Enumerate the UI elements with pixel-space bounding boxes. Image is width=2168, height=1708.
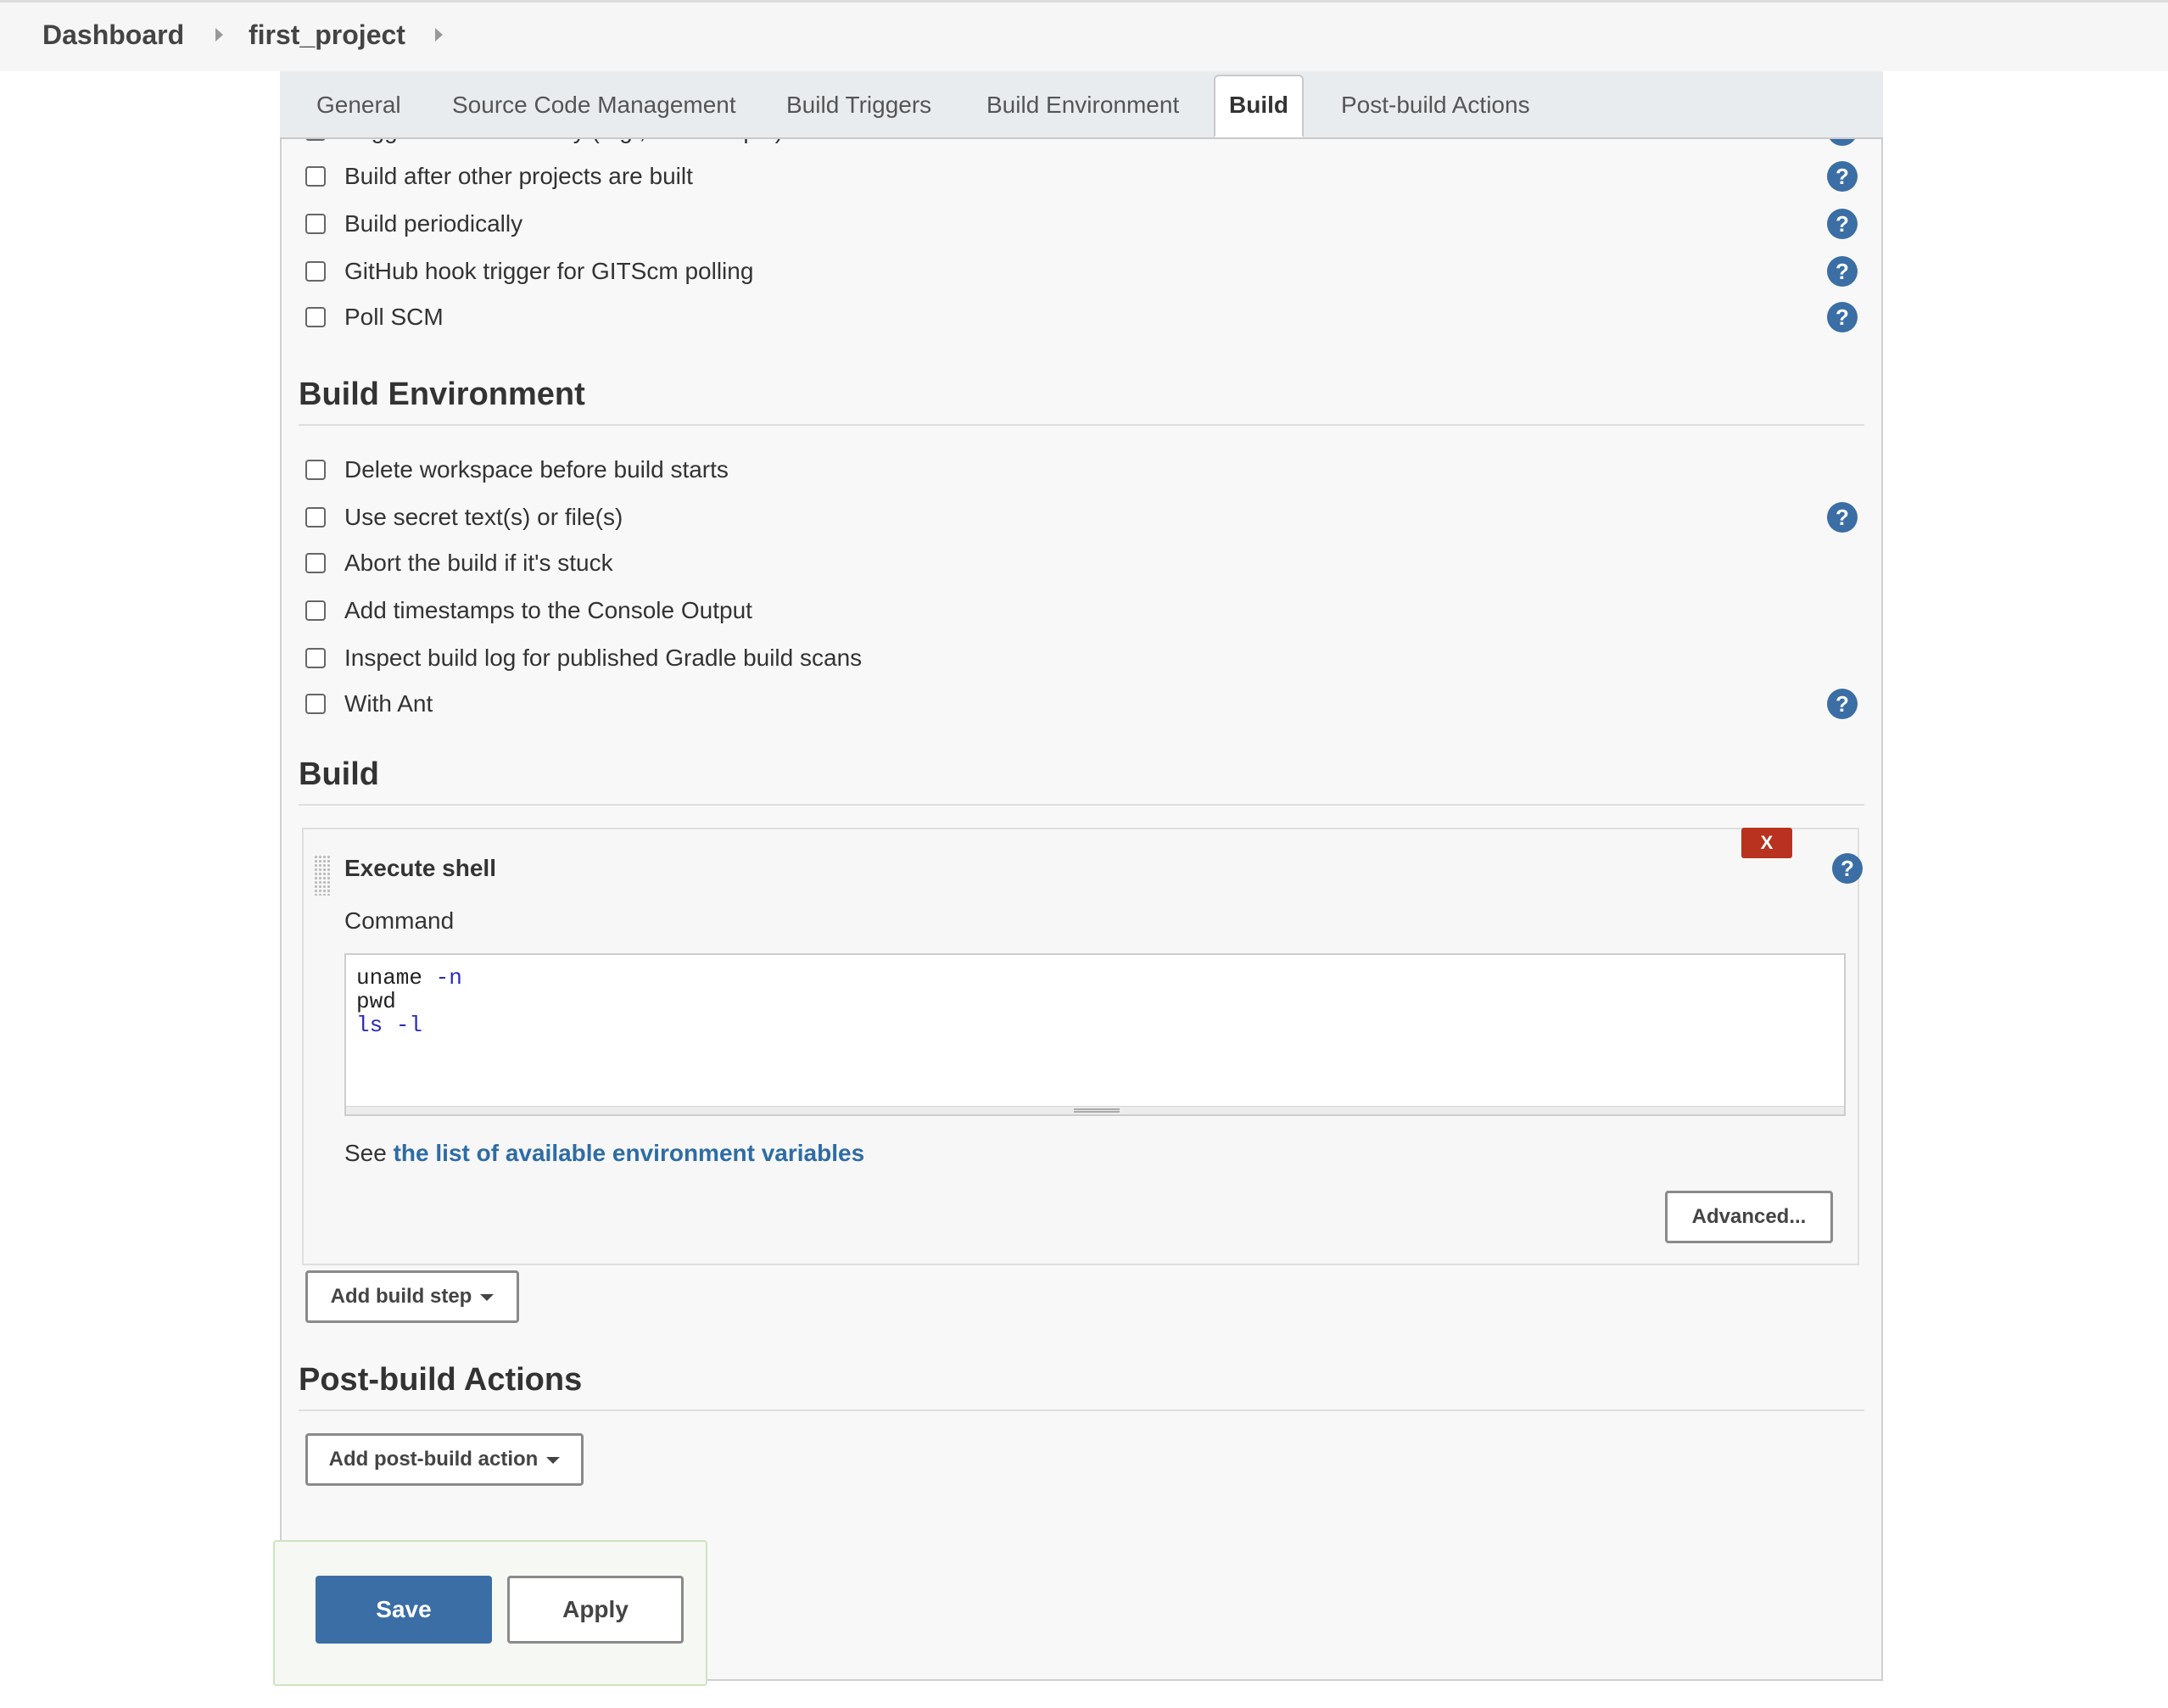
tab-post-build-actions[interactable]: Post-build Actions [1341, 92, 1530, 118]
command-line [356, 965, 462, 991]
resize-grip-icon [1074, 1108, 1120, 1113]
command-line [356, 1013, 422, 1038]
trigger-row-after-other-projects[interactable] [282, 156, 1881, 198]
checkbox[interactable] [305, 261, 326, 282]
help-icon[interactable]: ? [1827, 161, 1858, 192]
section-divider [299, 1409, 1864, 1411]
checkbox[interactable] [305, 507, 326, 527]
checkbox-label: Build after other projects are built [344, 163, 693, 189]
checkbox-label: Poll SCM [344, 304, 444, 330]
checkbox-label: Inspect build log for published Gradle build scans [344, 645, 863, 671]
section-divider [299, 804, 1864, 806]
command-text: pwd [356, 989, 396, 1014]
command-flag: -l [395, 1013, 423, 1038]
checkbox[interactable] [305, 600, 326, 621]
config-tabs [280, 71, 1883, 139]
checkbox-label: Abort the build if it's stuck [344, 550, 613, 576]
env-row-secret-text[interactable] [282, 497, 1881, 539]
command-flag: -n [435, 965, 462, 991]
breadcrumb-dropdown-icon[interactable] [435, 28, 443, 42]
step-title: Execute shell [344, 855, 496, 881]
config-content [282, 139, 1881, 1679]
env-row-timestamps[interactable] [282, 590, 1881, 633]
execute-shell-step [302, 828, 1859, 1265]
delete-step-button[interactable]: X [1741, 828, 1792, 858]
env-row-delete-workspace[interactable] [282, 449, 1881, 492]
breadcrumb-first-project[interactable]: first_project [249, 20, 405, 50]
add-build-step-label: Add build step [330, 1285, 472, 1308]
checkbox[interactable] [305, 694, 326, 714]
tab-build-triggers[interactable]: Build Triggers [786, 92, 932, 118]
env-row-gradle-scans[interactable] [282, 638, 1881, 680]
chevron-down-icon [546, 1457, 560, 1464]
advanced-button[interactable]: Advanced... [1665, 1191, 1833, 1243]
command-text: uname [356, 965, 423, 991]
help-icon[interactable]: ? [1827, 502, 1858, 533]
trigger-row-periodically[interactable] [282, 204, 1881, 246]
drag-handle-icon[interactable] [314, 855, 331, 896]
chevron-down-icon [480, 1294, 494, 1301]
tab-build-environment[interactable]: Build Environment [986, 92, 1180, 118]
add-post-build-action-label: Add post-build action [328, 1448, 539, 1471]
checkbox[interactable] [305, 553, 326, 573]
breadcrumb-separator-icon [215, 28, 223, 42]
command-line [356, 989, 396, 1014]
breadcrumb [0, 0, 2168, 71]
tab-build[interactable]: Build [1214, 75, 1304, 137]
checkbox-label: GitHub hook trigger for GITScm polling [344, 258, 754, 284]
save-button[interactable]: Save [316, 1576, 492, 1644]
checkbox[interactable] [305, 307, 326, 327]
section-title-build: Build [299, 756, 379, 792]
env-hint-prefix: See [344, 1140, 387, 1166]
checkbox[interactable] [305, 214, 326, 234]
save-apply-bar [273, 1540, 707, 1686]
help-icon[interactable]: ? [1827, 302, 1858, 332]
section-title-build-environment: Build Environment [299, 377, 585, 412]
section-divider [299, 424, 1864, 426]
checkbox-label: Add timestamps to the Console Output [344, 597, 752, 623]
checkbox[interactable] [305, 460, 326, 480]
help-icon[interactable]: ? [1827, 209, 1858, 239]
apply-button[interactable]: Apply [507, 1576, 684, 1644]
checkbox[interactable] [305, 648, 326, 668]
env-variables-hint [344, 1140, 864, 1167]
breadcrumb-dashboard[interactable]: Dashboard [42, 20, 185, 50]
checkbox-label: With Ant [344, 690, 433, 717]
checkbox-label: Delete workspace before build starts [344, 456, 729, 483]
command-textarea[interactable] [344, 953, 1846, 1116]
command-label: Command [344, 907, 455, 934]
trigger-row-github-hook[interactable] [282, 251, 1881, 293]
trigger-row-poll-scm[interactable] [282, 297, 1881, 339]
section-title-post-build: Post-build Actions [299, 1362, 583, 1398]
textarea-resize-handle[interactable] [346, 1106, 1844, 1114]
tab-source-code-management[interactable]: Source Code Management [452, 92, 736, 118]
env-row-abort-stuck[interactable] [282, 543, 1881, 585]
env-variables-link[interactable]: the list of available environment variables [393, 1140, 865, 1166]
tab-general[interactable]: General [316, 92, 401, 118]
help-icon[interactable]: ? [1827, 256, 1858, 287]
help-icon[interactable]: ? [1832, 853, 1863, 884]
help-icon[interactable]: ? [1827, 689, 1858, 719]
add-build-step-button[interactable] [305, 1270, 519, 1323]
checkbox-label: Use secret text(s) or file(s) [344, 504, 623, 530]
checkbox-label: Build periodically [344, 210, 523, 237]
env-row-with-ant[interactable] [282, 684, 1881, 726]
add-post-build-action-button[interactable] [305, 1433, 584, 1486]
command-text: ls [356, 1013, 383, 1038]
checkbox[interactable] [305, 166, 326, 187]
